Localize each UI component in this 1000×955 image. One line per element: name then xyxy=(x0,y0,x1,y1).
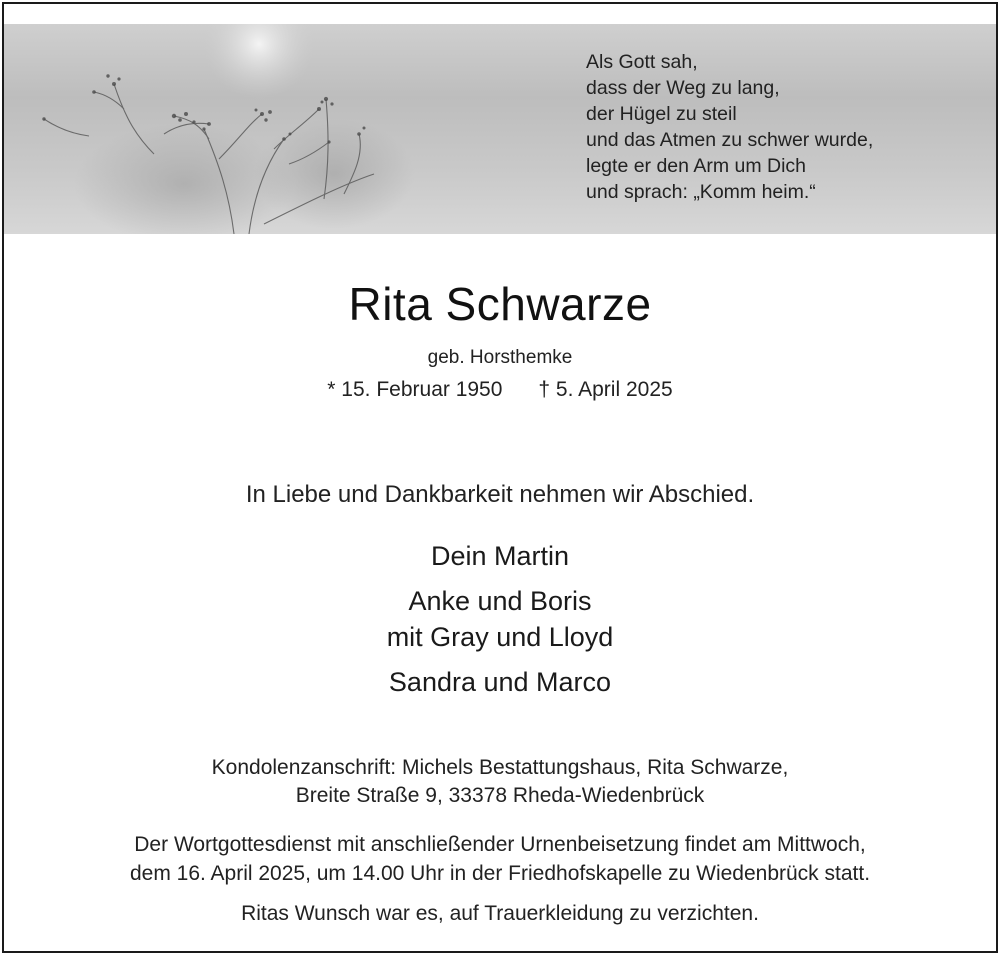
farewell-text: In Liebe und Dankbarkeit nehmen wir Abschied. xyxy=(245,481,755,508)
poem-line: und das Atmen zu schwer wurde, xyxy=(586,129,874,151)
service-info-line: dem 16. April 2025, um 14.00 Uhr in der Friedhofskapelle zu Wiedenbrück statt. xyxy=(129,862,871,885)
poem-line: legte er den Arm um Dich xyxy=(586,155,807,177)
service-info-line: Der Wortgottesdienst mit anschließender Urnenbeisetzung findet am Mittwoch, xyxy=(134,833,866,856)
birth-name: geb. Horsthemke xyxy=(427,347,573,368)
obituary-card xyxy=(2,2,998,953)
service-note: Ritas Wunsch war es, auf Trauerkleidung zu verzichten. xyxy=(241,902,759,925)
poem xyxy=(586,49,873,205)
life-dates xyxy=(4,378,996,402)
poem-line: und sprach: „Komm heim.“ xyxy=(586,181,816,203)
condolence-address-line: Kondolenzanschrift: Michels Bestattungshaus, Rita Schwarze, xyxy=(211,756,789,779)
poem-line: der Hügel zu steil xyxy=(586,103,737,125)
family-member: Anke und Boris xyxy=(408,586,592,616)
poem-line: dass der Weg zu lang, xyxy=(586,77,780,99)
family-member: Sandra und Marco xyxy=(388,667,612,697)
birth-date: * 15. Februar 1950 xyxy=(327,378,503,401)
death-date: † 5. April 2025 xyxy=(538,378,673,401)
poem-line: Als Gott sah, xyxy=(586,51,698,73)
family-member: Dein Martin xyxy=(430,541,570,571)
family-member: mit Gray und Lloyd xyxy=(386,622,614,652)
deceased-name: Rita Schwarze xyxy=(348,278,652,330)
condolence-address-line: Breite Straße 9, 33378 Rheda-Wiedenbrück xyxy=(295,784,705,807)
header-photo-banner xyxy=(4,24,996,234)
